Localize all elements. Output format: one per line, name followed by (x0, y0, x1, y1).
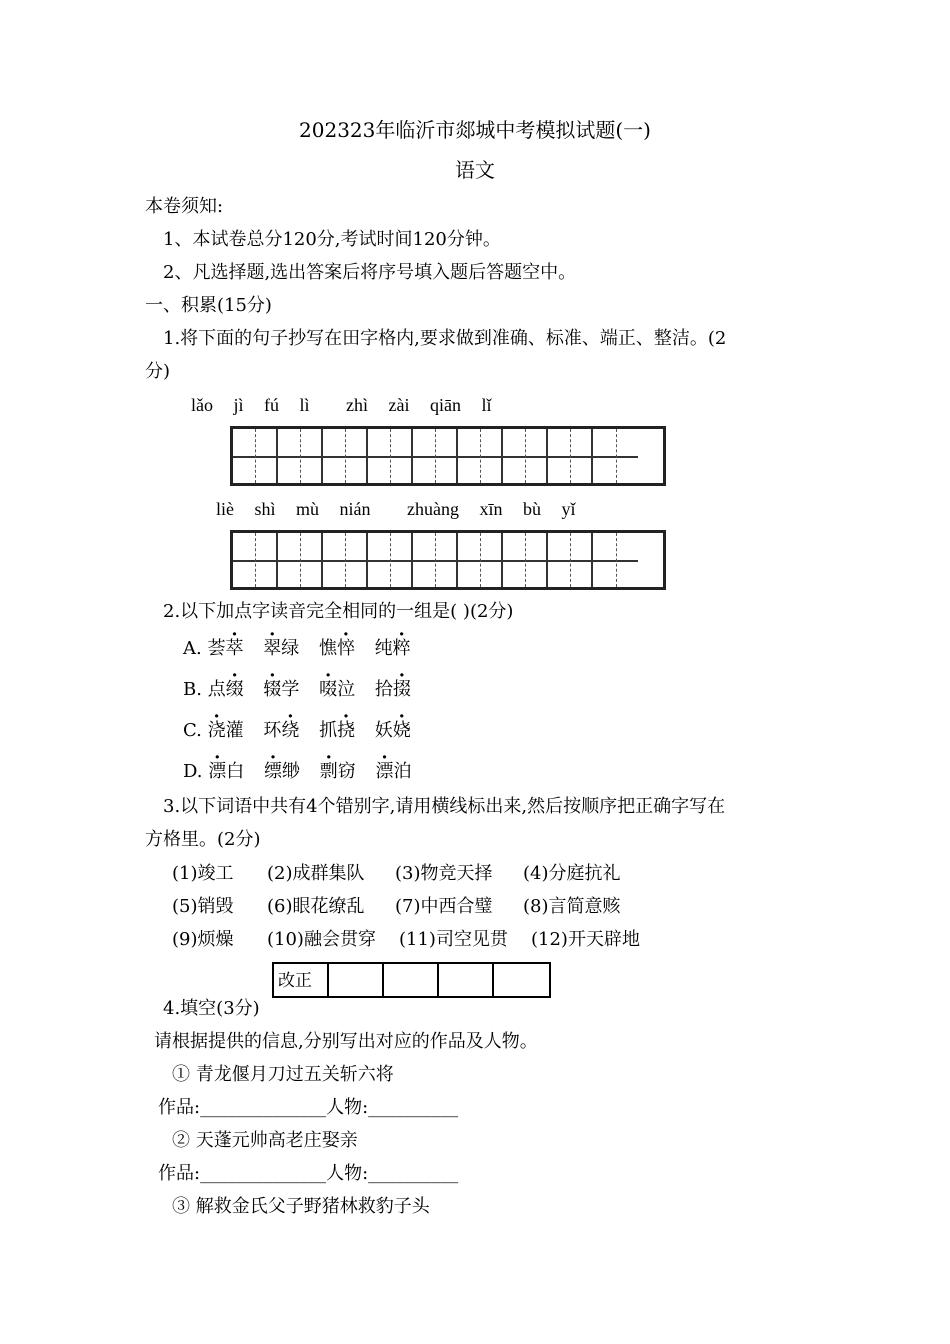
q3-word: (8)言简意赅 (523, 896, 621, 917)
grid-cell[interactable] (548, 429, 593, 483)
option-word (319, 681, 355, 699)
grid-cell[interactable] (413, 429, 458, 483)
option-word (207, 640, 243, 658)
pinyin-syllable: bù (523, 499, 542, 519)
pinyin-syllable: lì (299, 395, 310, 415)
option-char: 掇 (392, 679, 411, 700)
option-label: B. (183, 679, 202, 700)
grid-cell[interactable] (278, 429, 323, 483)
option-char: 荟 (207, 638, 226, 659)
option-char: 啜 (319, 679, 338, 700)
option-char: 缈 (281, 761, 300, 782)
grid-cell[interactable] (233, 429, 278, 483)
option-char: 白 (226, 761, 245, 782)
grid-cell[interactable] (368, 429, 413, 483)
option-char: 挠 (337, 720, 356, 741)
section-1-heading: 一、积累(15分) (145, 295, 272, 316)
q4-answer-line-2[interactable]: 作品:______________人物:__________ (158, 1163, 459, 1184)
option-char: 点 (207, 679, 226, 700)
q3-word: (2)成群集队 (267, 863, 365, 884)
pinyin-syllable: yǐ (561, 499, 576, 519)
grid-cell[interactable] (503, 429, 548, 483)
grid-cell[interactable] (323, 429, 368, 483)
option-char: 娆 (392, 720, 411, 741)
q2-option-d[interactable] (183, 763, 425, 781)
option-word (263, 640, 299, 658)
option-char: 窃 (337, 761, 356, 782)
grid-cell[interactable] (458, 533, 503, 587)
option-char: 环 (263, 720, 282, 741)
q3-word: (11)司空见贯 (399, 929, 508, 950)
option-word (375, 722, 411, 740)
q3-word: (5)销毁 (172, 896, 234, 917)
q4-instruction: 请根据提供的信息,分别写出对应的作品及人物。 (154, 1031, 538, 1052)
option-word (208, 722, 244, 740)
q3-stem-line1: 3.以下词语中共有4个错别字,请用横线标出来,然后按顺序把正确字写在 (163, 796, 726, 817)
correction-label: 改正 (274, 964, 329, 996)
option-word (319, 722, 355, 740)
q2-option-a[interactable] (183, 640, 425, 658)
option-char: 抓 (319, 720, 338, 741)
grid-cell[interactable] (413, 533, 458, 587)
q3-word: (4)分庭抗礼 (523, 863, 621, 884)
pinyin-row-1 (191, 396, 508, 414)
option-char: 泣 (337, 679, 356, 700)
option-char: 拾 (374, 679, 393, 700)
grid-cell[interactable] (548, 533, 593, 587)
q3-word: (10)融会贯穿 (267, 929, 376, 950)
option-label: D. (183, 761, 203, 782)
tianzige-grid-2[interactable] (230, 530, 666, 590)
option-word (375, 640, 411, 658)
option-char: 翠 (263, 638, 282, 659)
notice-heading: 本卷须知: (145, 196, 224, 217)
option-word (375, 763, 411, 781)
option-char: 缀 (225, 679, 244, 700)
option-word (320, 763, 356, 781)
option-word (263, 722, 299, 740)
notice-item-2: 2、凡选择题,选出答案后将序号填入题后答题空中。 (163, 262, 577, 283)
pinyin-syllable: mù (296, 499, 320, 519)
q3-word-row-2 (172, 898, 621, 916)
option-char: 漂 (375, 761, 394, 782)
option-word (375, 681, 411, 699)
q4-answer-line-1[interactable]: 作品:______________人物:__________ (158, 1097, 459, 1118)
page-subtitle: 语文 (455, 158, 495, 182)
correction-cell[interactable] (439, 964, 494, 996)
option-word (208, 681, 244, 699)
grid-cell[interactable] (458, 429, 503, 483)
q1-stem-line1: 1.将下面的句子抄写在田字格内,要求做到准确、标准、端正、整洁。(2 (163, 328, 727, 349)
option-char: 悴 (336, 638, 355, 659)
option-char: 剽 (319, 761, 338, 782)
option-char: 萃 (225, 638, 244, 659)
q3-word-row-1 (172, 865, 621, 883)
q4-stem: 4.填空(3分) (163, 998, 260, 1019)
pinyin-row-2 (216, 500, 592, 518)
pinyin-syllable: fú (264, 395, 280, 415)
q3-word-row-3 (172, 931, 640, 949)
option-char: 学 (281, 679, 300, 700)
option-char: 粹 (392, 638, 411, 659)
option-label: C. (183, 720, 202, 741)
q2-stem: 2.以下加点字读音完全相同的一组是( )(2分) (163, 601, 514, 622)
q3-word: (6)眼花缭乱 (267, 896, 365, 917)
correction-cell[interactable] (329, 964, 384, 996)
q4-item-1: ① 青龙偃月刀过五关斩六将 (172, 1064, 394, 1085)
option-char: 纯 (374, 638, 393, 659)
option-char: 绿 (281, 638, 300, 659)
notice-item-1: 1、本试卷总分120分,考试时间120分钟。 (163, 229, 501, 250)
grid-cell[interactable] (278, 533, 323, 587)
q3-word: (9)烦燥 (172, 929, 234, 950)
q3-word: (1)竣工 (172, 863, 234, 884)
option-char: 憔 (318, 638, 337, 659)
option-char: 绕 (281, 720, 300, 741)
option-char: 灌 (225, 720, 244, 741)
pinyin-syllable: zài (388, 395, 410, 415)
pinyin-syllable: xīn (479, 499, 503, 519)
q1-stem-line2: 分) (145, 361, 171, 382)
pinyin-syllable: qiān (430, 395, 462, 415)
option-char: 辍 (263, 679, 282, 700)
pinyin-syllable: jì (233, 395, 244, 415)
q4-item-2: ② 天蓬元帅高老庄娶亲 (172, 1130, 358, 1151)
pinyin-syllable: nián (339, 499, 371, 519)
option-char: 妖 (374, 720, 393, 741)
page-title: 202323年临沂市郯城中考模拟试题(一) (299, 118, 651, 142)
correction-cell[interactable] (384, 964, 439, 996)
q2-option-c[interactable] (183, 722, 425, 740)
q4-item-3: ③ 解救金氏父子野猪林救豹子头 (172, 1196, 430, 1217)
option-word (319, 640, 355, 658)
grid-cell[interactable] (503, 533, 548, 587)
correction-cell[interactable] (494, 964, 549, 996)
grid-cell[interactable] (323, 533, 368, 587)
option-word (263, 681, 299, 699)
grid-cell[interactable] (368, 533, 413, 587)
option-char: 缥 (263, 761, 282, 782)
q3-word: (7)中西合璧 (395, 896, 493, 917)
pinyin-syllable: zhì (346, 395, 369, 415)
pinyin-syllable: zhuàng (407, 499, 460, 519)
q2-option-b[interactable] (183, 681, 425, 699)
grid-cell[interactable] (233, 533, 278, 587)
option-char: 浇 (207, 720, 226, 741)
option-char: 泊 (393, 761, 412, 782)
option-label: A. (183, 638, 202, 659)
q3-word: (12)开天辟地 (531, 929, 640, 950)
correction-table (272, 962, 551, 998)
pinyin-syllable: lǎo (191, 395, 213, 415)
pinyin-syllable: liè (216, 499, 234, 519)
option-word (208, 763, 244, 781)
option-char: 漂 (208, 761, 227, 782)
option-word (264, 763, 300, 781)
q3-stem-line2: 方格里。(2分) (145, 829, 261, 850)
pinyin-syllable: shì (254, 499, 276, 519)
pinyin-syllable: lǐ (481, 395, 492, 415)
grid-cell[interactable] (593, 429, 638, 483)
q3-word: (3)物竞天择 (395, 863, 493, 884)
tianzige-grid-1[interactable] (230, 426, 666, 486)
grid-cell[interactable] (593, 533, 638, 587)
